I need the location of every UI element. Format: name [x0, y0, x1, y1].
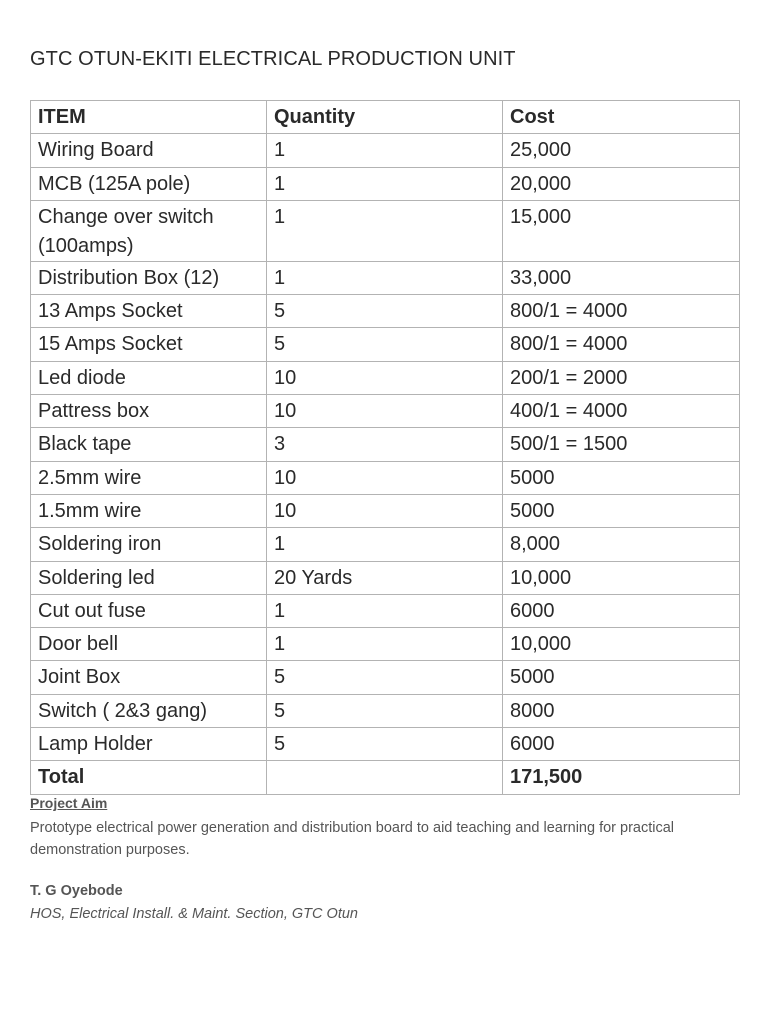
table-body	[31, 134, 740, 794]
document-title: GTC OTUN-EKITI ELECTRICAL PRODUCTION UNIT	[30, 48, 516, 70]
items-table	[30, 100, 740, 795]
cost-cell: 20,000	[503, 167, 740, 200]
total-cost: 171,500	[503, 761, 740, 794]
cost-cell: 500/1 = 1500	[503, 428, 740, 461]
column-header-item: ITEM	[31, 101, 267, 134]
table-row	[31, 661, 740, 694]
table-row	[31, 167, 740, 200]
item-cell: Change over switch (100amps)	[31, 200, 267, 261]
quantity-cell: 5	[267, 295, 503, 328]
cost-cell: 5000	[503, 461, 740, 494]
quantity-cell: 3	[267, 428, 503, 461]
quantity-cell: 5	[267, 661, 503, 694]
cost-cell: 8000	[503, 694, 740, 727]
table-row	[31, 395, 740, 428]
quantity-cell: 1	[267, 528, 503, 561]
table-row	[31, 728, 740, 761]
item-cell: Led diode	[31, 361, 267, 394]
item-cell: 1.5mm wire	[31, 494, 267, 527]
item-cell: Black tape	[31, 428, 267, 461]
quantity-cell: 10	[267, 494, 503, 527]
table-header-row	[31, 101, 740, 134]
project-aim-heading: Project Aim	[30, 795, 108, 811]
table-row	[31, 594, 740, 627]
cost-cell: 8,000	[503, 528, 740, 561]
item-cell: Pattress box	[31, 395, 267, 428]
column-header-quantity: Quantity	[267, 101, 503, 134]
item-cell: Soldering led	[31, 561, 267, 594]
item-cell: MCB (125A pole)	[31, 167, 267, 200]
cost-cell: 6000	[503, 594, 740, 627]
project-aim-text: Prototype electrical power generation and distribution board to aid teaching and learning for practical demonstration purposes.	[30, 820, 675, 858]
cost-cell: 25,000	[503, 134, 740, 167]
item-cell: 13 Amps Socket	[31, 295, 267, 328]
total-label: Total	[31, 761, 267, 794]
table-row	[31, 694, 740, 727]
table-row	[31, 528, 740, 561]
quantity-cell: 1	[267, 167, 503, 200]
quantity-cell: 1	[267, 134, 503, 167]
table-row	[31, 494, 740, 527]
cost-cell: 400/1 = 4000	[503, 395, 740, 428]
cost-cell: 10,000	[503, 561, 740, 594]
table-row	[31, 134, 740, 167]
cost-cell: 5000	[503, 661, 740, 694]
item-cell: Cut out fuse	[31, 594, 267, 627]
table-row	[31, 328, 740, 361]
cost-cell: 6000	[503, 728, 740, 761]
item-cell: Joint Box	[31, 661, 267, 694]
item-cell: Door bell	[31, 628, 267, 661]
signatory-name: T. G Oyebode	[30, 883, 123, 899]
cost-cell: 800/1 = 4000	[503, 328, 740, 361]
item-cell: Lamp Holder	[31, 728, 267, 761]
item-cell: Wiring Board	[31, 134, 267, 167]
quantity-cell: 1	[267, 200, 503, 261]
cost-cell: 800/1 = 4000	[503, 295, 740, 328]
table-row	[31, 461, 740, 494]
quantity-cell: 10	[267, 461, 503, 494]
quantity-cell: 5	[267, 328, 503, 361]
table-row	[31, 361, 740, 394]
total-row	[31, 761, 740, 794]
item-cell: Distribution Box (12)	[31, 261, 267, 294]
quantity-cell: 1	[267, 594, 503, 627]
quantity-cell: 10	[267, 395, 503, 428]
table-row	[31, 200, 740, 261]
quantity-cell: 5	[267, 694, 503, 727]
cost-cell: 33,000	[503, 261, 740, 294]
table-row	[31, 628, 740, 661]
table-row	[31, 428, 740, 461]
quantity-cell: 20 Yards	[267, 561, 503, 594]
table-row	[31, 561, 740, 594]
total-quantity	[267, 761, 503, 794]
table-row	[31, 261, 740, 294]
table-row	[31, 295, 740, 328]
item-cell: Switch ( 2&3 gang)	[31, 694, 267, 727]
item-cell: 15 Amps Socket	[31, 328, 267, 361]
item-cell: Soldering iron	[31, 528, 267, 561]
cost-cell: 15,000	[503, 200, 740, 261]
quantity-cell: 1	[267, 261, 503, 294]
cost-cell: 5000	[503, 494, 740, 527]
item-cell: 2.5mm wire	[31, 461, 267, 494]
column-header-cost: Cost	[503, 101, 740, 134]
quantity-cell: 1	[267, 628, 503, 661]
quantity-cell: 10	[267, 361, 503, 394]
signatory-role: HOS, Electrical Install. & Maint. Section, GTC Otun	[30, 906, 358, 922]
cost-cell: 200/1 = 2000	[503, 361, 740, 394]
cost-cell: 10,000	[503, 628, 740, 661]
quantity-cell: 5	[267, 728, 503, 761]
